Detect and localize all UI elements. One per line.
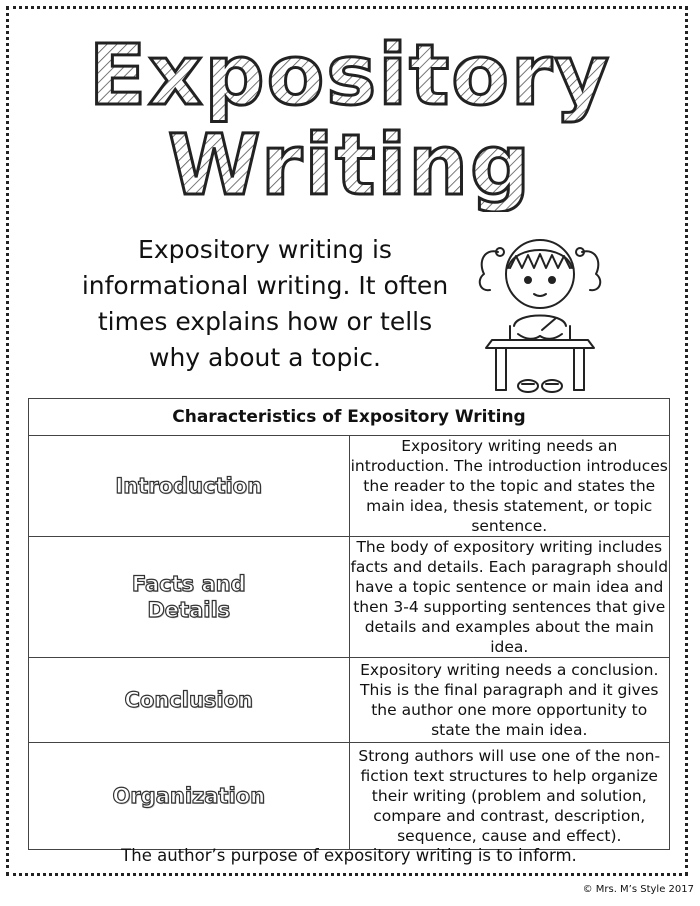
term-cell [29, 743, 350, 850]
table-row [29, 537, 670, 658]
term-introduction: Introduction [115, 474, 263, 498]
table-row [29, 436, 670, 537]
description-introduction: Expository writing needs an introduction. The introduction introduces the reader to the topic and states the main idea, thesis statement, or topic sentence. [350, 437, 668, 535]
term-organization: Organization [112, 784, 266, 808]
table-row [29, 658, 670, 743]
description-organization: Strong authors will use one of the non-fiction text structures to help organize their writing (problem and solution, compare and contrast, description, sequence, cause and effect). [349, 743, 670, 850]
girl-writing-at-desk-icon [470, 222, 610, 397]
title-line-2: Writing [167, 116, 533, 212]
term-cell [29, 436, 350, 537]
table-heading: Characteristics of Expository Writing [29, 399, 670, 436]
term-cell [29, 537, 350, 658]
term-cell [29, 658, 350, 743]
title-line-1: Expository [88, 26, 612, 124]
term-facts-and-details: Facts and Details [131, 572, 246, 622]
table-row [29, 743, 670, 850]
term-conclusion: Conclusion [124, 688, 253, 712]
copyright-notice: © Mrs. M’s Style 2017 [582, 884, 694, 895]
page-title [0, 22, 700, 212]
purpose-statement: The author’s purpose of expository writing is to inform. [121, 846, 577, 865]
characteristics-table [28, 398, 670, 850]
description-conclusion: Expository writing needs a conclusion. This is the final paragraph and it gives the author one more opportunity to state the main idea. [349, 658, 670, 743]
intro-text: Expository writing is informational writing. It often times explains how or tells why about a topic. [81, 235, 449, 372]
description-facts-and-details: The body of expository writing includes facts and details. Each paragraph should have a topic sentence or main idea and then 3-4 supporting sentences that give details and examples about the main idea. [350, 538, 669, 656]
